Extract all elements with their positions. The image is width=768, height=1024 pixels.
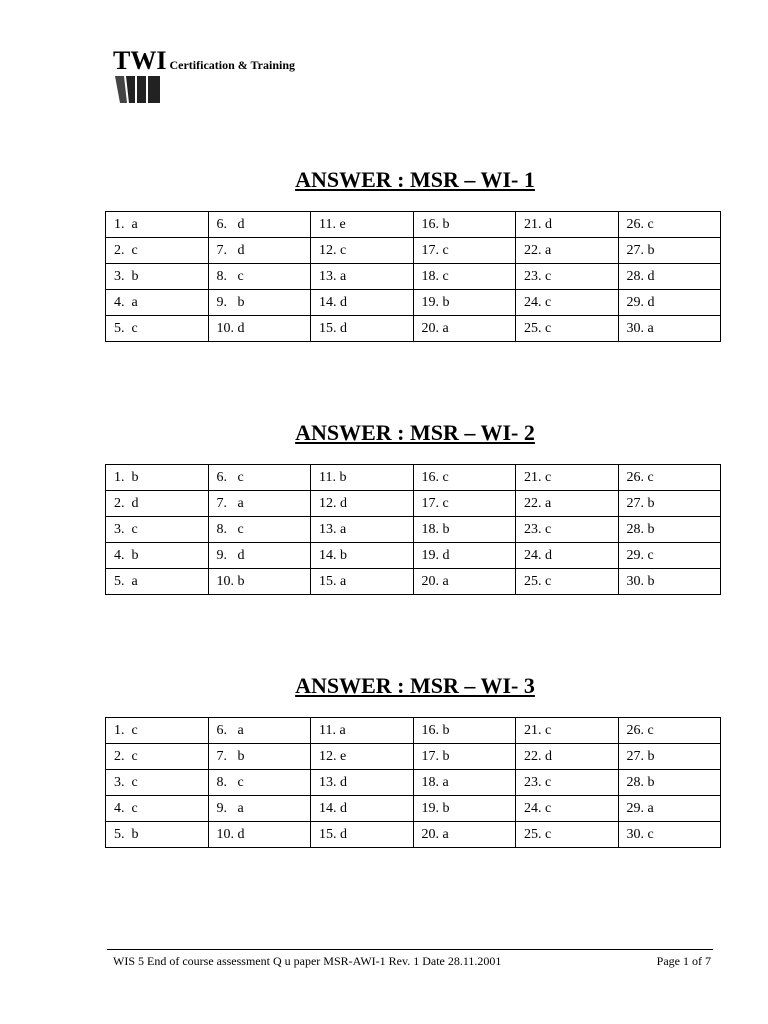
answer-cell: 30. c	[618, 822, 721, 848]
answer-cell: 10. d	[208, 316, 311, 342]
answer-cell: 26. c	[618, 718, 721, 744]
answer-cell: 13. a	[311, 517, 414, 543]
answer-cell: 30. a	[618, 316, 721, 342]
answer-cell: 15. a	[311, 569, 414, 595]
answer-cell: 30. b	[618, 569, 721, 595]
answer-cell: 27. b	[618, 491, 721, 517]
answer-cell: 25. c	[516, 569, 619, 595]
answer-cell: 17. b	[413, 744, 516, 770]
table-row	[106, 822, 721, 848]
answer-cell: 8. c	[208, 517, 311, 543]
header	[113, 48, 295, 74]
answer-cell: 16. c	[413, 465, 516, 491]
table-row	[106, 796, 721, 822]
answer-cell: 18. a	[413, 770, 516, 796]
answer-cell: 19. b	[413, 796, 516, 822]
answer-cell: 10. d	[208, 822, 311, 848]
table-row	[106, 465, 721, 491]
table-row	[106, 770, 721, 796]
table-row	[106, 491, 721, 517]
answer-cell: 1. a	[106, 212, 209, 238]
answer-cell: 10. b	[208, 569, 311, 595]
answer-cell: 14. d	[311, 290, 414, 316]
answer-cell: 19. d	[413, 543, 516, 569]
answer-cell: 4. c	[106, 796, 209, 822]
answer-cell: 29. d	[618, 290, 721, 316]
answer-cell: 2. c	[106, 238, 209, 264]
answer-cell: 9. a	[208, 796, 311, 822]
answer-cell: 12. c	[311, 238, 414, 264]
answer-cell: 21. d	[516, 212, 619, 238]
answer-cell: 23. c	[516, 517, 619, 543]
answer-cell: 17. c	[413, 238, 516, 264]
answer-cell: 3. c	[106, 770, 209, 796]
answer-cell: 29. a	[618, 796, 721, 822]
answer-cell: 20. a	[413, 822, 516, 848]
answer-cell: 14. b	[311, 543, 414, 569]
answer-cell: 24. d	[516, 543, 619, 569]
table-row	[106, 517, 721, 543]
answer-table-2	[105, 464, 721, 595]
answer-cell: 29. c	[618, 543, 721, 569]
answer-cell: 19. b	[413, 290, 516, 316]
answer-cell: 13. a	[311, 264, 414, 290]
answer-cell: 21. c	[516, 465, 619, 491]
answer-cell: 27. b	[618, 744, 721, 770]
answer-cell: 5. a	[106, 569, 209, 595]
answer-table-1	[105, 211, 721, 342]
answer-cell: 26. c	[618, 212, 721, 238]
answer-cell: 12. e	[311, 744, 414, 770]
answer-cell: 2. d	[106, 491, 209, 517]
answer-cell: 24. c	[516, 796, 619, 822]
answer-cell: 18. b	[413, 517, 516, 543]
answer-cell: 9. d	[208, 543, 311, 569]
answer-cell: 15. d	[311, 316, 414, 342]
answer-cell: 16. b	[413, 718, 516, 744]
section-title-2: ANSWER : MSR – WI- 2	[295, 420, 535, 445]
answer-cell: 8. c	[208, 770, 311, 796]
answer-cell: 3. b	[106, 264, 209, 290]
table-row	[106, 718, 721, 744]
answer-cell: 7. d	[208, 238, 311, 264]
section-title-3: ANSWER : MSR – WI- 3	[295, 673, 535, 698]
answer-cell: 25. c	[516, 822, 619, 848]
footer-page-number: Page 1 of 7	[656, 954, 711, 968]
answer-cell: 3. c	[106, 517, 209, 543]
answer-cell: 22. a	[516, 491, 619, 517]
answer-cell: 9. b	[208, 290, 311, 316]
footer-document-info: WIS 5 End of course assessment Q u paper MSR-AWI-1 Rev. 1 Date 28.11.2001	[113, 954, 502, 968]
answer-cell: 27. b	[618, 238, 721, 264]
logo-subtitle: Certification & Training	[169, 58, 296, 72]
answer-cell: 28. b	[618, 770, 721, 796]
table-row	[106, 212, 721, 238]
answer-cell: 25. c	[516, 316, 619, 342]
answer-cell: 20. a	[413, 569, 516, 595]
answer-cell: 14. d	[311, 796, 414, 822]
answer-cell: 1. b	[106, 465, 209, 491]
answer-cell: 22. a	[516, 238, 619, 264]
table-row	[106, 543, 721, 569]
answer-cell: 4. b	[106, 543, 209, 569]
answer-cell: 7. b	[208, 744, 311, 770]
answer-cell: 1. c	[106, 718, 209, 744]
answer-cell: 20. a	[413, 316, 516, 342]
answer-cell: 4. a	[106, 290, 209, 316]
answer-cell: 24. c	[516, 290, 619, 316]
answer-cell: 12. d	[311, 491, 414, 517]
answer-cell: 21. c	[516, 718, 619, 744]
answer-cell: 17. c	[413, 491, 516, 517]
logo	[113, 48, 295, 74]
answer-cell: 22. d	[516, 744, 619, 770]
table-row	[106, 316, 721, 342]
answer-cell: 26. c	[618, 465, 721, 491]
answer-cell: 28. d	[618, 264, 721, 290]
answer-cell: 23. c	[516, 770, 619, 796]
twi-logo-icon	[115, 76, 165, 104]
answer-cell: 11. b	[311, 465, 414, 491]
answer-cell: 7. a	[208, 491, 311, 517]
footer-divider	[107, 949, 713, 950]
answer-cell: 23. c	[516, 264, 619, 290]
answer-cell: 6. c	[208, 465, 311, 491]
table-row	[106, 264, 721, 290]
answer-cell: 5. c	[106, 316, 209, 342]
logo-text: TWI	[113, 46, 167, 75]
answer-cell: 13. d	[311, 770, 414, 796]
answer-cell: 6. a	[208, 718, 311, 744]
answer-cell: 6. d	[208, 212, 311, 238]
answer-cell: 11. e	[311, 212, 414, 238]
table-row	[106, 569, 721, 595]
table-row	[106, 238, 721, 264]
answer-cell: 11. a	[311, 718, 414, 744]
answer-cell: 5. b	[106, 822, 209, 848]
answer-table-3	[105, 717, 721, 848]
answer-cell: 8. c	[208, 264, 311, 290]
answer-cell: 2. c	[106, 744, 209, 770]
table-row	[106, 744, 721, 770]
answer-cell: 18. c	[413, 264, 516, 290]
answer-cell: 28. b	[618, 517, 721, 543]
table-row	[106, 290, 721, 316]
answer-cell: 16. b	[413, 212, 516, 238]
section-title-1: ANSWER : MSR – WI- 1	[295, 167, 535, 192]
answer-cell: 15. d	[311, 822, 414, 848]
